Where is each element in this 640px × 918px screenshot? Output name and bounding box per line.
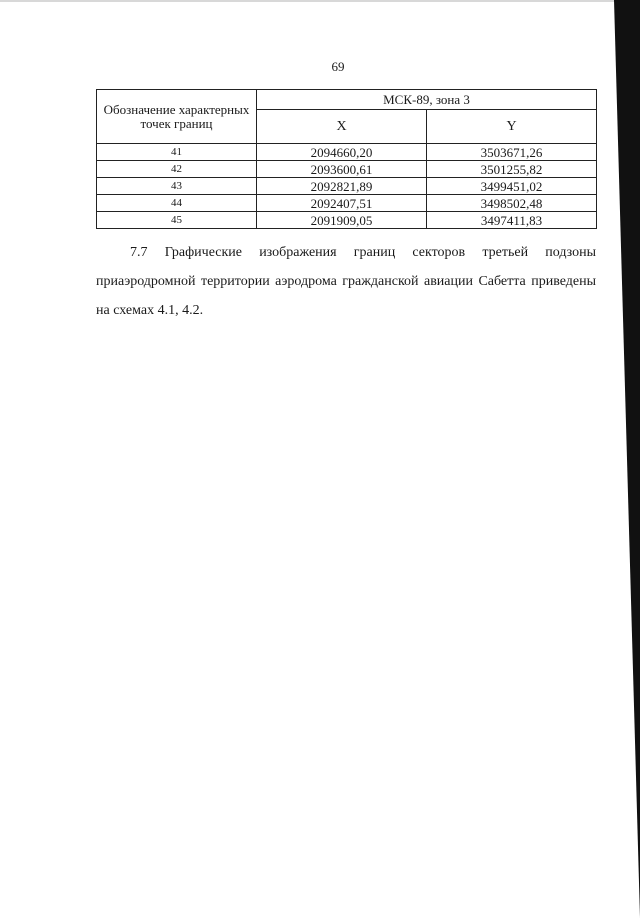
- coord-y: 3501255,82: [427, 161, 597, 178]
- coord-y: 3503671,26: [427, 144, 597, 161]
- scan-right-edge: [614, 0, 640, 918]
- coord-x: 2092821,89: [257, 178, 427, 195]
- coord-x: 2094660,20: [257, 144, 427, 161]
- point-id: 42: [97, 161, 257, 178]
- header-point-designation: Обозначение характерных точек границ: [97, 90, 257, 144]
- table-row: [97, 178, 597, 195]
- table-row: [97, 195, 597, 212]
- page-number: 69: [331, 59, 345, 74]
- point-id: 43: [97, 178, 257, 195]
- point-id: 45: [97, 212, 257, 229]
- header-y: Y: [427, 110, 597, 144]
- coordinates-table: [96, 89, 597, 229]
- table-row: [97, 144, 597, 161]
- body-paragraph: 7.7 Графические изображения границ секторов третьей подзоны приаэродромной территории аэродрома гражданской авиации Сабетта приведены на схемах 4.1, 4.2.: [96, 245, 596, 318]
- point-id: 41: [97, 144, 257, 161]
- coord-x: 2091909,05: [257, 212, 427, 229]
- scan-top-edge: [0, 0, 640, 2]
- coord-x: 2092407,51: [257, 195, 427, 212]
- header-x: X: [257, 110, 427, 144]
- coord-y: 3497411,83: [427, 212, 597, 229]
- table-row: [97, 212, 597, 229]
- point-id: 44: [97, 195, 257, 212]
- header-coordinate-system: МСК-89, зона 3: [257, 90, 597, 110]
- table-row: [97, 161, 597, 178]
- coord-y: 3499451,02: [427, 178, 597, 195]
- coord-x: 2093600,61: [257, 161, 427, 178]
- coord-y: 3498502,48: [427, 195, 597, 212]
